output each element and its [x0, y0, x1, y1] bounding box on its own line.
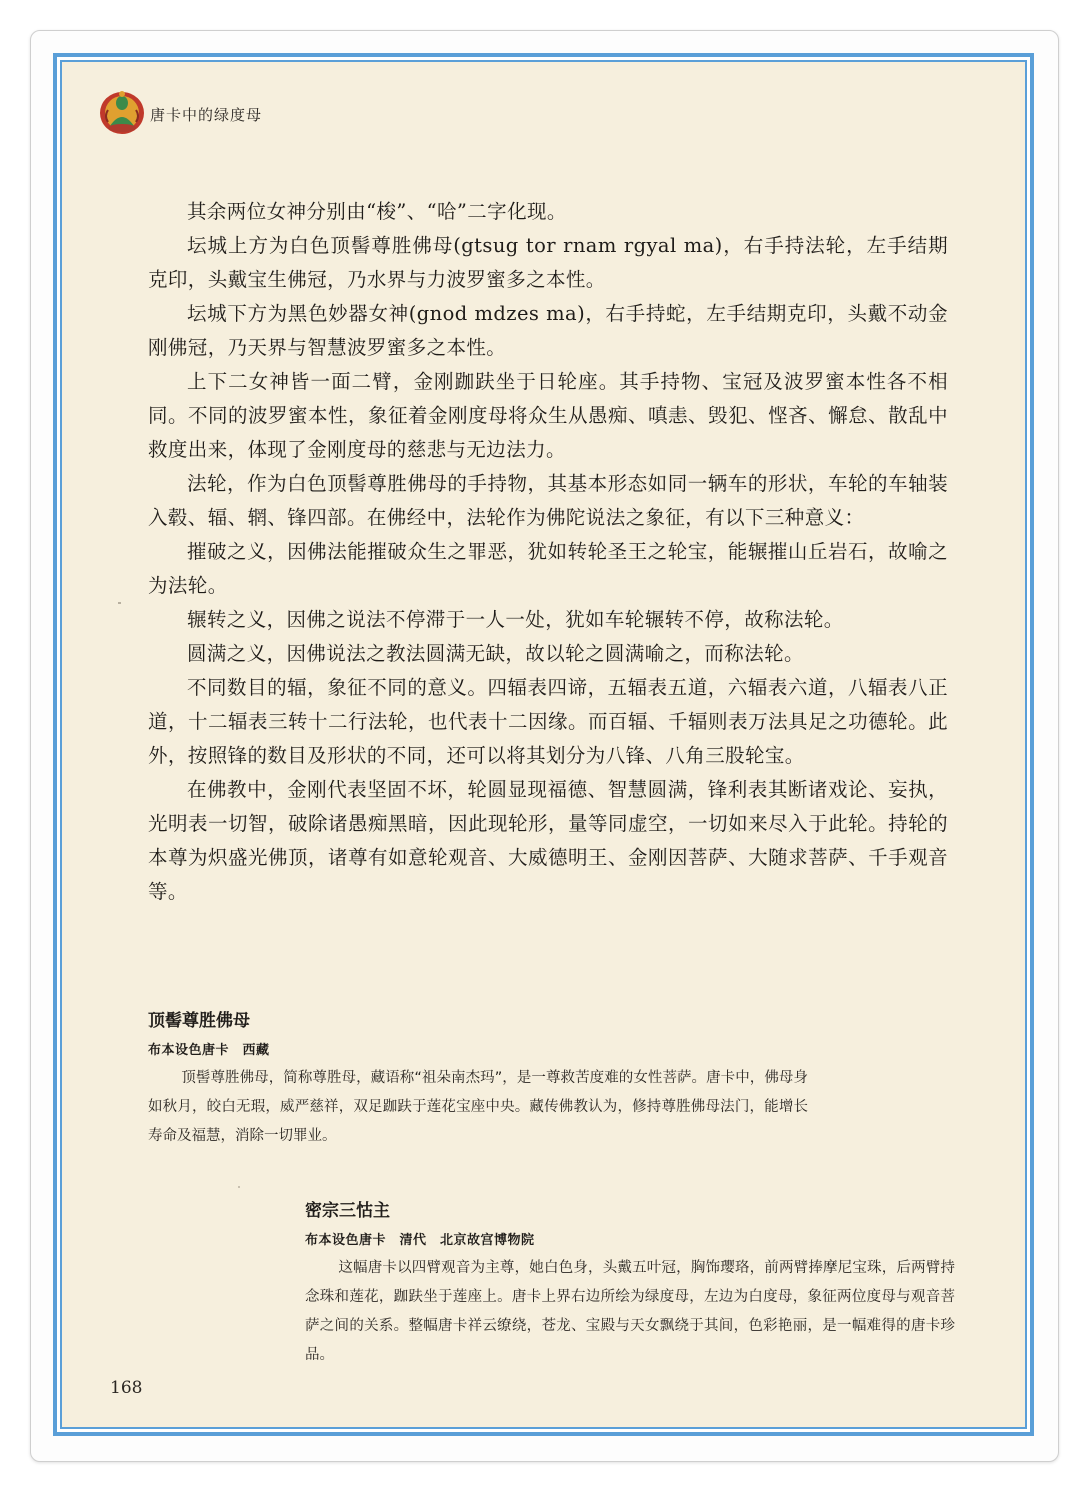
caption-text: 这幅唐卡以四臂观音为主尊，她白色身，头戴五叶冠，胸饰璎珞，前两臂捧摩尼宝珠，后两臂持念珠和莲花，跏趺坐于莲座上。唐卡上界右边所绘为绿度母，左边为白度母，象征两位度母与观音菩萨之间的关系。整幅唐卡祥云缭绕，苍龙、宝殿与天女飘绕于其间，色彩艳丽，是一幅难得的唐卡珍品。	[305, 1260, 955, 1363]
caption-subtitle: 布本设色唐卡 西藏	[148, 1043, 270, 1058]
paragraph: 摧破之义，因佛法能摧破众生之罪恶，犹如转轮圣王之轮宝，能辗摧山丘岩石，故喻之为法轮。	[148, 540, 948, 597]
paragraph: 坛城上方为白色顶髻尊胜佛母(gtsug tor rnam rgyal ma)，右手持法轮，左手结期克印，头戴宝生佛冠，乃水界与力波罗蜜多之本性。	[148, 234, 948, 291]
caption-text: 顶髻尊胜佛母，简称尊胜母，藏语称“祖朵南杰玛”，是一尊救苦度难的女性菩萨。唐卡中，佛母身如秋月，皎白无瑕，威严慈祥，双足跏趺于莲花宝座中央。藏传佛教认为，修持尊胜佛母法门，能增长寿命及福慧，消除一切罪业。	[148, 1070, 808, 1144]
paragraph: 圆满之义，因佛说法之教法圆满无缺，故以轮之圆满喻之，而称法轮。	[187, 642, 804, 665]
paragraph: 上下二女神皆一面二臂，金刚跏趺坐于日轮座。其手持物、宝冠及波罗蜜本性各不相同。不同的波罗蜜本性，象征着金刚度母将众生从愚痴、嗔恚、毁犯、悭吝、懈怠、散乱中救度出来，体现了金刚度母的慈悲与无边法力。	[148, 370, 948, 461]
main-text	[148, 195, 948, 909]
paper-speck	[238, 1186, 240, 1188]
caption-title: 密宗三怙主	[305, 1201, 390, 1221]
paragraph: 在佛教中，金刚代表坚固不坏，轮圆显现福德、智慧圆满，锋利表其断诸戏论、妄执，光明表一切智，破除诸愚痴黑暗，因此现轮形，量等同虚空，一切如来尽入于此轮。持轮的本尊为炽盛光佛顶，诸尊有如意轮观音、大威德明王、金刚因菩萨、大随求菩萨、千手观音等。	[148, 778, 948, 903]
paragraph: 不同数目的辐，象征不同的意义。四辐表四谛，五辐表五道，六辐表六道，八辐表八正道，十二辐表三转十二行法轮，也代表十二因缘。而百辐、千辐则表万法具足之功德轮。此外，按照锋的数目及形状的不同，还可以将其划分为八锋、八角三股轮宝。	[148, 676, 948, 767]
deity-thangka-logo-icon	[98, 86, 146, 136]
paragraph: 其余两位女神分别由“梭”、“哈”二字化现。	[187, 200, 567, 223]
paragraph: 坛城下方为黑色妙器女神(gnod mdzes ma)，右手持蛇，左手结期克印，头戴不动金刚佛冠，乃天界与智慧波罗蜜多之本性。	[148, 302, 948, 359]
paragraph: 辗转之义，因佛之说法不停滞于一人一处，犹如车轮辗转不停，故称法轮。	[187, 608, 844, 631]
paper-speck	[118, 602, 121, 604]
running-header-title: 唐卡中的绿度母	[150, 106, 263, 124]
caption-title: 顶髻尊胜佛母	[148, 1011, 250, 1031]
caption-subtitle: 布本设色唐卡 清代 北京故宫博物院	[305, 1233, 535, 1248]
paragraph: 法轮，作为白色顶髻尊胜佛母的手持物，其基本形态如同一辆车的形状，车轮的车轴装入毂、辐、辋、锋四部。在佛经中，法轮作为佛陀说法之象征，有以下三种意义：	[148, 472, 948, 529]
caption-three-protectors	[305, 1196, 955, 1370]
caption-ushnishavijaya	[148, 1006, 808, 1151]
page-number: 168	[110, 1378, 143, 1398]
